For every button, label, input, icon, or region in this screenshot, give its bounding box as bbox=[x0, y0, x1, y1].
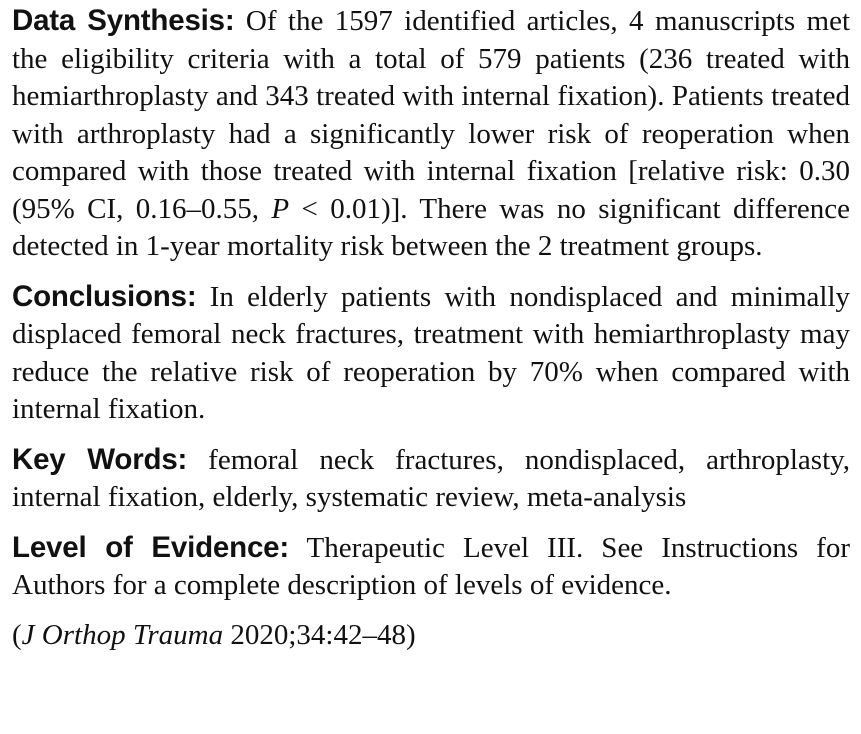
conclusions-heading: Conclusions: bbox=[12, 279, 197, 313]
level-of-evidence-text: Therapeutic Level III. See Instructions for Authors for a complete description of levels of evidence. bbox=[12, 531, 850, 601]
citation-rest: 2020;34:42–48) bbox=[223, 618, 416, 651]
data-synthesis-text-part-1: Of the 1597 identified articles, 4 manuscripts met the eligibility criteria with a total of 579 patients (236 treated with hemiarthroplasty and 343 treated with internal fixation). Patients treated with arthroplasty had a significantly lower risk of reoperation when compared with those treated with internal fixation [relative risk: 0.30 (95% CI, 0.16–0.55, bbox=[12, 5, 850, 225]
level-of-evidence-heading: Level of Evidence: bbox=[12, 530, 289, 564]
conclusions-paragraph bbox=[12, 278, 850, 429]
abstract-page bbox=[12, 0, 850, 654]
conclusions-text: In elderly patients with nondisplaced and minimally displaced femoral neck fractures, treatment with hemiarthroplasty may reduce the relative risk of reoperation by 70% when compared with internal fixation. bbox=[12, 280, 850, 425]
citation-journal: J Orthop Trauma bbox=[21, 618, 224, 651]
data-synthesis-text-part-2: < 0.01)]. There was no significant difference detected in 1-year mortality risk between the 2 treatment groups. bbox=[12, 192, 850, 262]
p-value-symbol: P bbox=[271, 192, 290, 225]
data-synthesis-paragraph bbox=[12, 2, 850, 266]
key-words-text: femoral neck fractures, nondisplaced, arthroplasty, internal fixation, elderly, systematic review, meta-analysis bbox=[12, 443, 851, 513]
citation-paragraph bbox=[12, 617, 850, 655]
key-words-heading: Key Words: bbox=[12, 442, 188, 476]
key-words-paragraph bbox=[12, 441, 850, 517]
data-synthesis-heading: Data Synthesis: bbox=[12, 4, 235, 37]
level-of-evidence-paragraph bbox=[12, 529, 850, 605]
citation-open-paren: ( bbox=[12, 618, 22, 651]
